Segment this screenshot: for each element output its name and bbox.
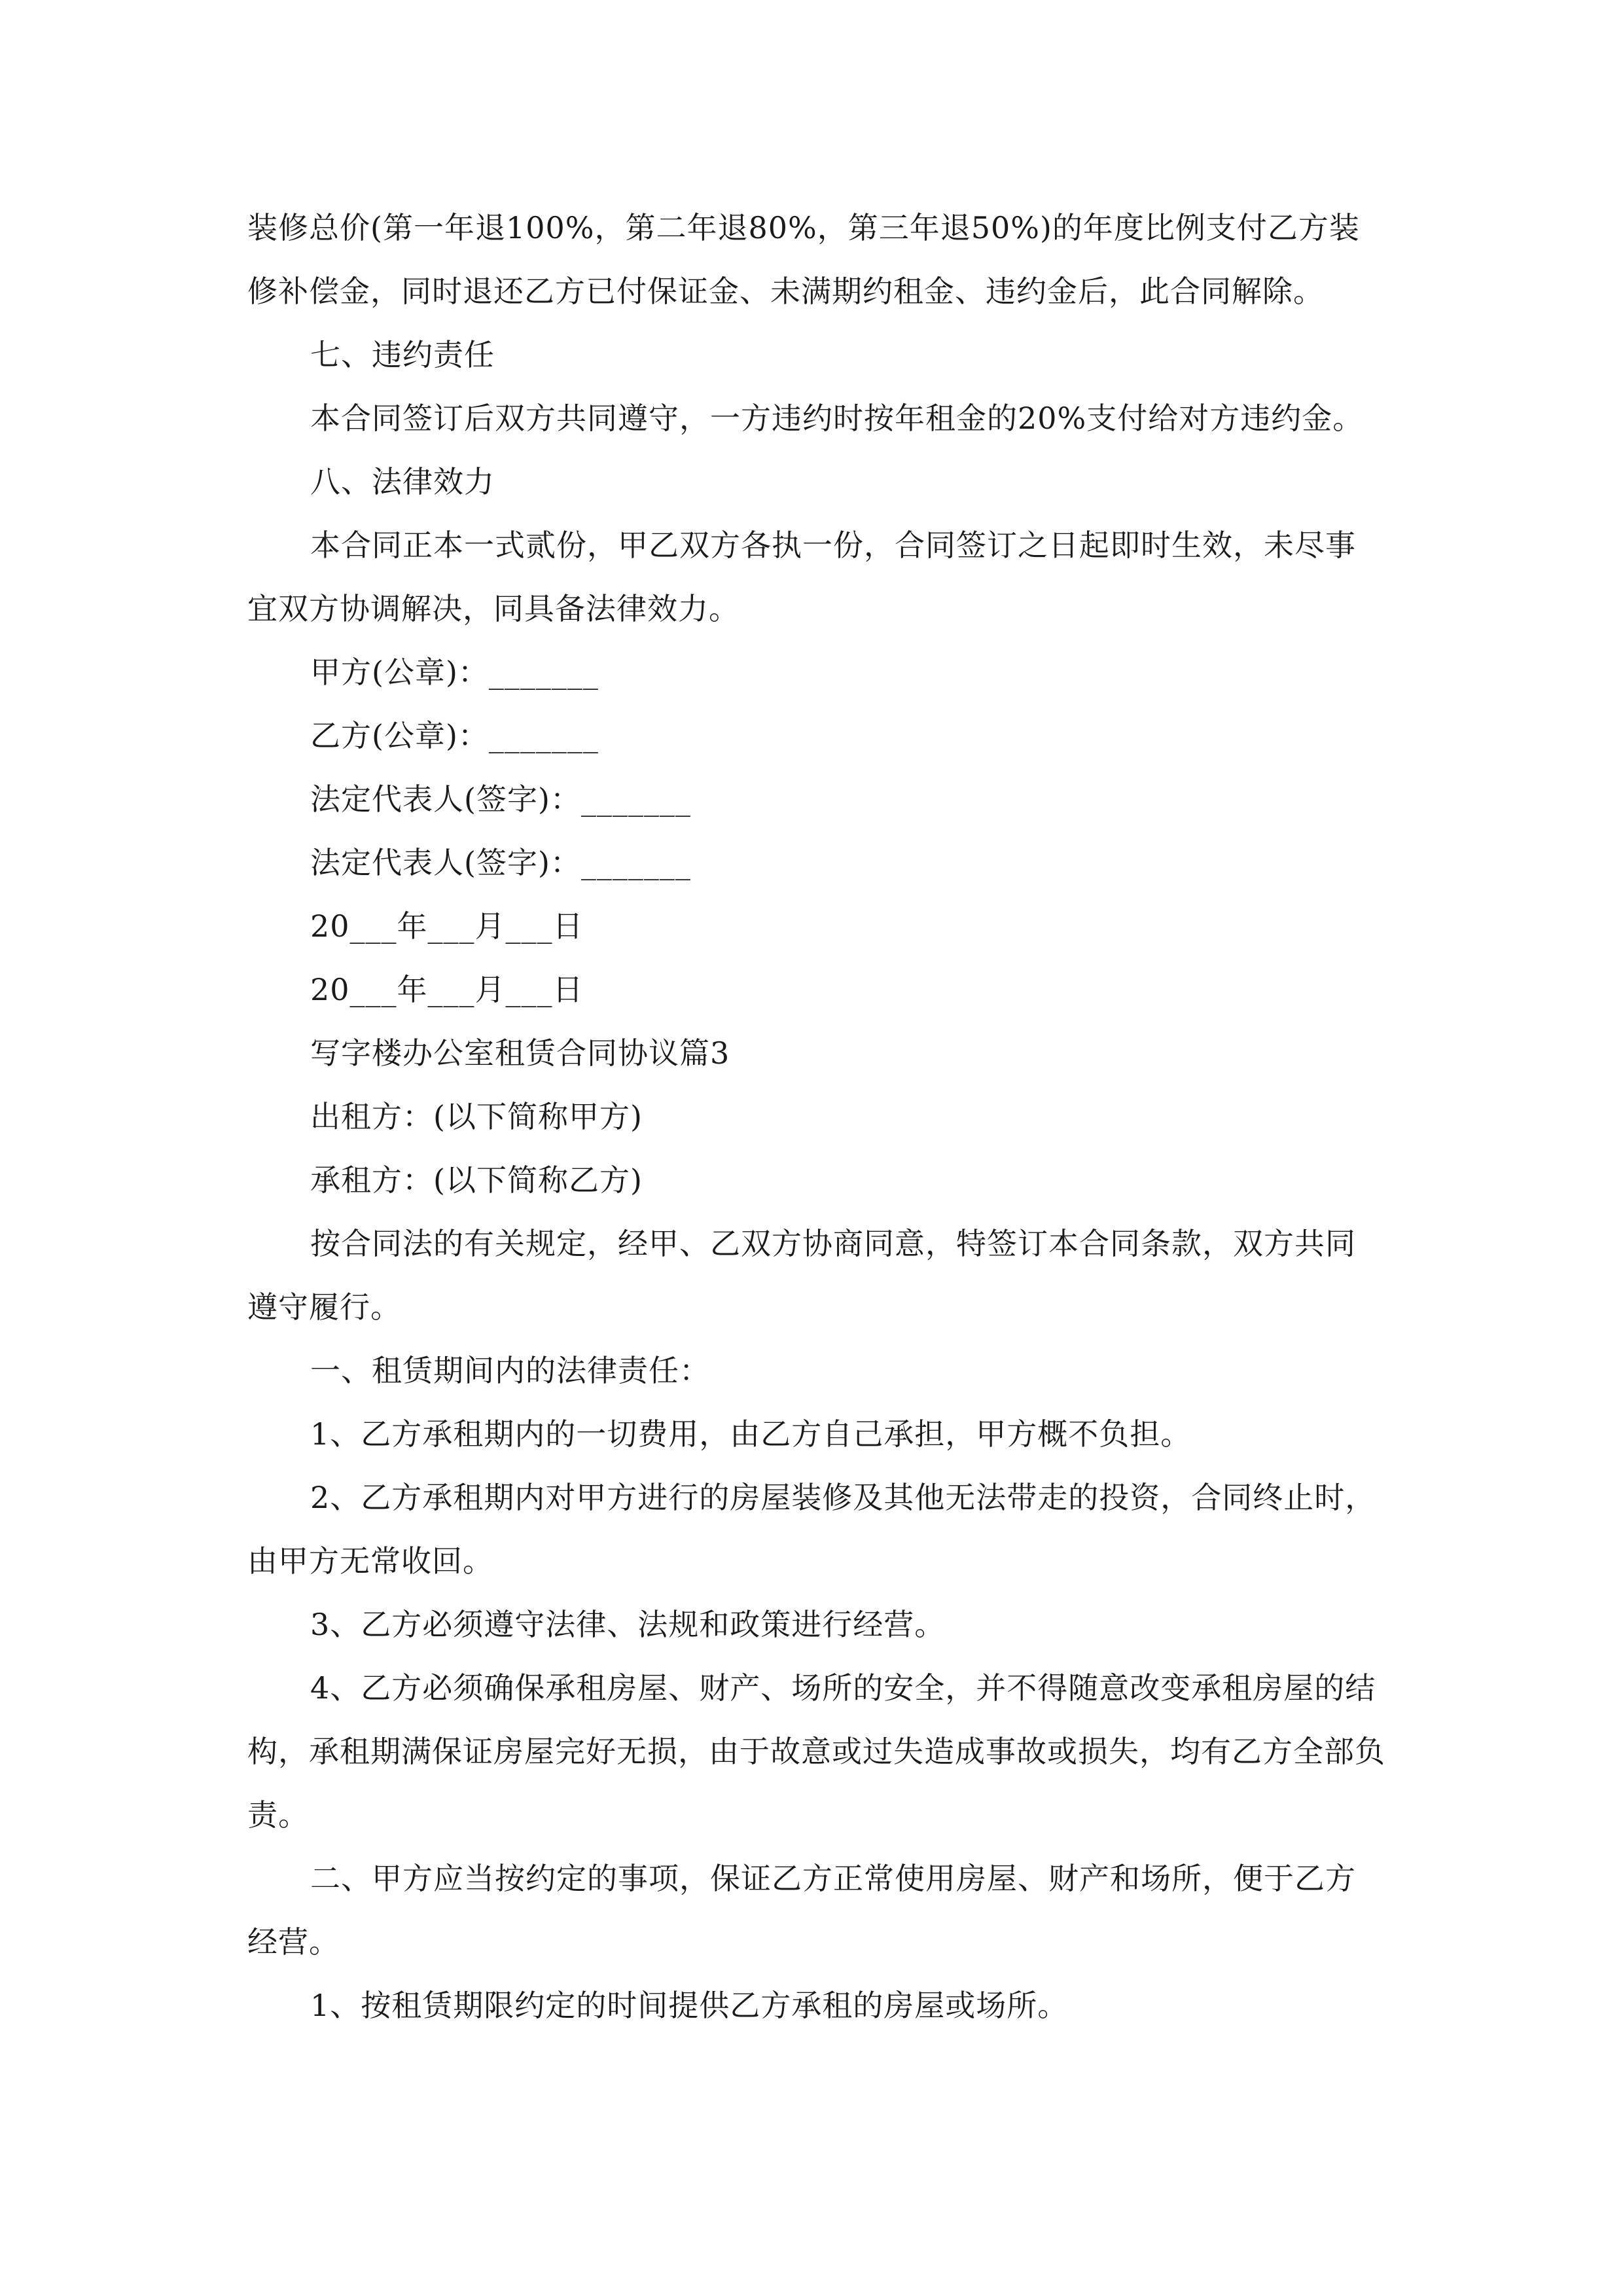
section-heading-legal-effect: 八、法律效力	[310, 464, 495, 499]
paragraph-refund-terms: 装修总价(第一年退100%，第二年退80%，第三年退50%)的年度比例支付乙方装修补偿金，同时退还乙方已付保证金、未满期约租金、违约金后，此合同解除。	[247, 210, 1360, 309]
clause-item-4: 4、乙方必须确保承租房屋、财产、场所的安全，并不得随意改变承租房屋的结构，承租期满保证房屋完好无损，由于故意或过失造成事故或损失，均有乙方全部负责。	[247, 1670, 1385, 1833]
signature-line-party-b-seal: 乙方(公章)：_______	[310, 718, 599, 753]
date-line-b: 20___年___月___日	[310, 972, 584, 1007]
signature-line-party-a-seal: 甲方(公章)：_______	[310, 655, 599, 690]
document-section-title: 写字楼办公室租赁合同协议篇3	[310, 1035, 730, 1071]
section-heading-breach-liability: 七、违约责任	[310, 337, 495, 372]
lessor-line: 出租方：(以下简称甲方)	[310, 1099, 643, 1134]
signature-line-legal-rep-b: 法定代表人(签字)：_______	[310, 845, 691, 880]
clause-item-lessor-1: 1、按租赁期限约定的时间提供乙方承租的房屋或场所。	[310, 1988, 1069, 2023]
paragraph-breach-penalty: 本合同签订后双方共同遵守，一方违约时按年租金的20%支付给对方违约金。	[310, 401, 1364, 436]
date-line-a: 20___年___月___日	[310, 908, 584, 944]
paragraph-legal-effect: 本合同正本一式贰份，甲乙双方各执一份，合同签订之日起即时生效，未尽事宜双方协调解决，同具备法律效力。	[247, 528, 1356, 626]
section-heading-lease-liability: 一、租赁期间内的法律责任：	[310, 1353, 710, 1388]
section-heading-lessor-duties: 二、甲方应当按约定的事项，保证乙方正常使用房屋、财产和场所，便于乙方经营。	[247, 1861, 1356, 1960]
paragraph-preamble: 按合同法的有关规定，经甲、乙双方协商同意，特签订本合同条款，双方共同遵守履行。	[247, 1226, 1356, 1325]
clause-item-3: 3、乙方必须遵守法律、法规和政策进行经营。	[310, 1607, 946, 1642]
signature-line-legal-rep-a: 法定代表人(签字)：_______	[310, 781, 691, 817]
document-body	[247, 196, 1386, 2037]
lessee-line: 承租方：(以下简称乙方)	[310, 1162, 643, 1198]
clause-item-2: 2、乙方承租期内对甲方进行的房屋装修及其他无法带走的投资，合同终止时，由甲方无常收回。	[247, 1480, 1376, 1579]
clause-item-1: 1、乙方承租期内的一切费用，由乙方自己承担，甲方概不负担。	[310, 1416, 1192, 1452]
